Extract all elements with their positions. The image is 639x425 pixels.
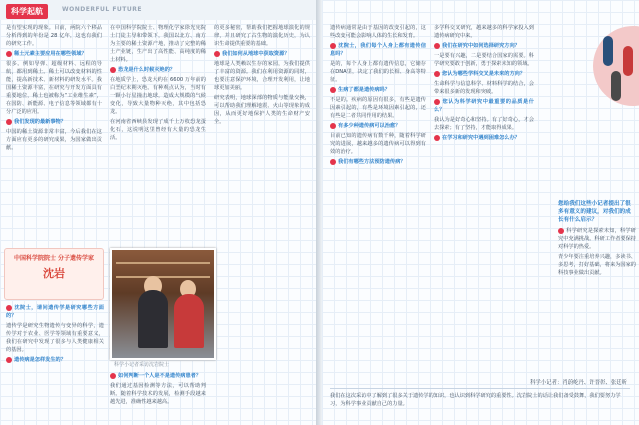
question-heading: 沈院士，请问遗传学是研究哪些方面的？ (6, 305, 104, 319)
microphone-icon (623, 46, 633, 76)
question-heading: 我们发现的最新事物？ (6, 118, 102, 126)
bullet-icon (6, 357, 12, 363)
answer-text: 遗传学是研究生物遗传与变异的科学，遗传学对于农业、医学等领域有重要意义，我们在研究中发现了很多与人类健康相关的基因。 (6, 323, 104, 353)
answer-text: 我们通过基因检测等方法，可以帮助判断。随着科学技术的发展，检测手段越来越先进，准确性越来越高。 (110, 383, 206, 405)
student-figure (174, 294, 204, 348)
question-heading: 您认为科学研究中最重要的品质是什么？ (434, 99, 534, 113)
bullet-icon (110, 373, 116, 379)
question-heading: 我们如何从地球中获取资源？ (214, 50, 310, 58)
paragraph: 遗传病通常是由于基因的改变引起的，这些改变可能会影响人体的生长和发育。 (330, 25, 426, 39)
section-tag: 科学起航 (6, 4, 48, 19)
question-heading: 沈院士，我们每个人身上都有遗传信息吗？ (330, 43, 426, 57)
left-bottom-column (6, 304, 104, 366)
answer-text: 不是的。疾病的原因有很多，有些是遗传因素引起的，有些是环境因素引起的，还有些是二者共同作用的结果。 (330, 97, 426, 119)
answer-text: 生命科学与信息科学、材料科学的结合，会带来很多新的发现和突破。 (434, 81, 534, 95)
answer-text: 在地质学上，恐龙大约在 6600 万年前的白垩纪末期灭绝。有种观点认为，当时有一颗小行星撞击地球，造成大规模的气候变化，导致大量物种灭绝，其中包括恐龙。 (110, 77, 206, 115)
bullet-icon (330, 87, 336, 93)
footer-divider (330, 388, 630, 389)
bullet-icon (6, 119, 12, 125)
sidebar-qa (558, 200, 636, 370)
profile-card (4, 248, 104, 300)
reporter-credit: 科学小记者：肖蔚屹丹、许晋彰、张廷昕 (530, 380, 628, 386)
question-heading: 我们有哪些方法预防遗传病？ (330, 158, 426, 166)
question-heading: 遗传病是怎样发生的？ (6, 356, 104, 364)
bullet-icon (6, 305, 12, 311)
bullet-icon (330, 43, 336, 49)
answer-text: 目前已知的遗传病有数千种，随着科学研究的进展，越来越多的遗传病可以得到有效的治疗。 (330, 133, 426, 155)
microphone-icon (603, 36, 613, 66)
section-subtitle: WONDERFUL FUTURE (62, 6, 142, 13)
header-band (0, 0, 316, 20)
profile-name: 沈岩 (43, 267, 65, 280)
photo-caption: 科学小记者采访沈岩院士 (114, 362, 170, 368)
microphones-illustration (583, 16, 639, 116)
question-heading: 如何判断一个人是不是遗传病患者？ (110, 372, 206, 380)
academician-figure (138, 290, 168, 348)
bullet-icon (434, 43, 440, 49)
answer-text: 我认为是好奇心和坚持。有了好奇心，才会去探索；有了坚持，才能取得成果。 (434, 117, 534, 131)
bullet-icon (110, 67, 116, 73)
right-column-2 (434, 24, 534, 144)
question-heading: 生病了都是遗传病吗？ (330, 86, 426, 94)
bullet-icon (330, 159, 336, 165)
answer-text: 是的，每个人身上都有遗传信息，它储存在DNA里，决定了我们的长相、身高等特征。 (330, 61, 426, 83)
question-heading: 在学习和研究中遇到困难怎么办？ (434, 134, 534, 142)
bullet-icon (434, 71, 440, 77)
question-heading: 恐龙是什么时候灭绝的？ (110, 66, 206, 74)
left-column-2 (110, 24, 206, 144)
left-bottom-column-2 (110, 372, 206, 408)
bullet-icon (434, 135, 440, 141)
paragraph: 在河南省西峡县发现了成千上万枚恐龙蛋化石，这说明这里曾经有大量的恐龙生活。 (110, 119, 206, 141)
answer-text: 科学研究是探索未知，科学研究中充满挑战。科研工作者要保持对科学的热爱。 (558, 228, 636, 250)
bookshelf (116, 262, 210, 264)
left-page (0, 0, 316, 425)
answer-text: 青少年要注重培养兴趣，多读书、多思考，打好基础，将来为国家的科技事业做出贡献。 (558, 254, 636, 276)
bullet-icon (6, 51, 12, 57)
bullet-icon (558, 228, 564, 234)
question-heading: 我们在研究中如何选择研究方向？ (434, 42, 534, 50)
question-heading: 稀土元素主要应用在哪些领域？ (6, 50, 102, 58)
paragraph: 多学科交叉研究，越来越多的科学家投入到遗传病研究中来。 (434, 25, 534, 39)
left-column-1 (6, 24, 102, 154)
footer-note: 我们在这次采访中了解到了很多关于遗传学的知识，也认识到科学研究的重要性。沈岩院士的话让我们备受鼓舞，我们要努力学习，为科学事业贡献自己的力量。 (330, 393, 621, 407)
answer-text: 地球是人类赖以生存的家园，为我们提供了丰富的资源。我们在利用资源的同时，也要注意保护环境，合理开发利用，让地球更加美丽。 (214, 61, 310, 91)
bookshelf (116, 276, 210, 278)
left-column-3 (214, 24, 310, 128)
bullet-icon (330, 123, 336, 129)
paragraph: 在中国科学院院士、物理化学家徐光宪院士门徒主导和带领下，我国以北方、南方为主要的稀土资源产地，推动了完整的稀土产业链，生产出了高性能、高纯度的稀土材料。 (110, 25, 206, 63)
interview-photo (110, 248, 216, 360)
sidebar-title: 您给我们这些小记者提出了很多有意义的建议，对我们的成长有什么启示？ (558, 201, 631, 223)
paragraph: 是有望实现的现象。目前，两院六个移品分析得到的年份是 28 亿年，这也有我们的研究工作。 (6, 25, 102, 47)
answer-text: 中国的稀土资源非常丰富，今后我们在这方面应有更多的研究成果，为国家做出贡献。 (6, 129, 102, 151)
answer-text: 很多。例如导弹、超级材料、远程的导航，都用到稀土。稀土可以改变材料的性能，提高新技术、新材料的研发水平。我国稀土资源丰富，在研究与开发方面具有重要地位，稀土也被称为“工业维生素”，在国防、新能源、电子信息等领域都有十分广泛的应用。 (6, 61, 102, 115)
right-column-1 (330, 24, 426, 168)
paragraph: 的更多秘密，帮助我们把握地球演化的规律，并且研究了古生物的演化历史，为认识生命提供重要的基础。 (214, 25, 310, 47)
microphone-icon (611, 71, 621, 101)
question-heading: 您认为哪些学科交叉是未来的方向？ (434, 70, 534, 78)
paragraph: 研究表明，地球深部的物质与能量交换，可以帮助我们理解地震、火山等现象的成因，从而更好地保护人类的生命财产安全。 (214, 95, 310, 125)
answer-text: 一是要有兴趣，二是要结合国家的需要。科学研究要敢于创新，勇于探索未知的领域。 (434, 53, 534, 67)
profile-title: 中国科学院院士 分子遗传学家 (13, 255, 95, 262)
bullet-icon (434, 99, 440, 105)
question-heading: 有多少种遗传病可以治愈？ (330, 122, 426, 130)
bullet-icon (214, 51, 220, 57)
